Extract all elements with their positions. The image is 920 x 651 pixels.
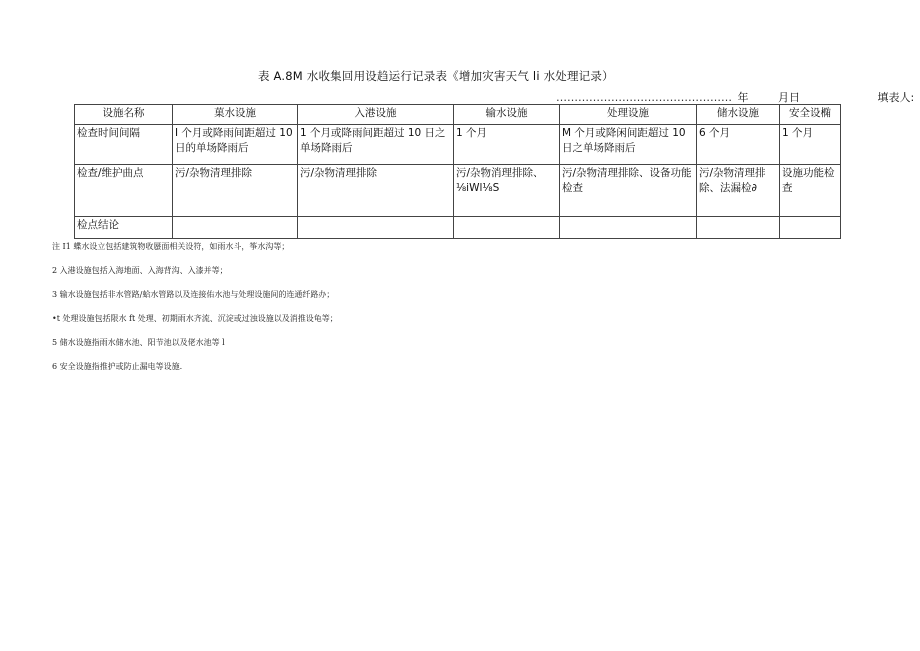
header-cell: 储水设施 bbox=[697, 105, 780, 125]
table-row bbox=[75, 165, 841, 217]
row-label-cell: 检查时间间隔 bbox=[75, 125, 173, 165]
header-cell: 菓水设施 bbox=[173, 105, 298, 125]
table-cell bbox=[173, 217, 298, 239]
header-cell: 安全设椭 bbox=[780, 105, 841, 125]
month-day-label: 月日 bbox=[778, 91, 800, 104]
table-cell: 污/杂物消理排除、⅛iWl⅛S bbox=[454, 165, 560, 217]
year-label: 年 bbox=[737, 91, 749, 104]
table-cell: 1 个月或降雨间距超过 10 日之单场降雨后 bbox=[298, 125, 454, 165]
filler-label: 填表人: bbox=[877, 91, 915, 104]
date-leader-dots: ………………………………………… bbox=[556, 91, 732, 104]
header-cell: 输水设施 bbox=[454, 105, 560, 125]
table-cell: 污/杂物清理排除 bbox=[173, 165, 298, 217]
header-cell: 入港设施 bbox=[298, 105, 454, 125]
table-title: 表 A.8M 水收集回用设趋运行记录表《增加灾害天气 li 水处理记录） bbox=[258, 69, 614, 83]
table-row bbox=[75, 217, 841, 239]
table-row bbox=[75, 125, 841, 165]
table-cell: M 个月或降闲间距超过 10 日之单场降雨后 bbox=[560, 125, 697, 165]
table-cell bbox=[298, 217, 454, 239]
table-cell bbox=[780, 217, 841, 239]
header-row bbox=[75, 105, 841, 125]
table-cell bbox=[560, 217, 697, 239]
fill-info-row bbox=[556, 89, 914, 105]
note-line: 3 输水设施包括非水管路/蛤水管路以及连接佑水池与处理设施间的连通纤路办； bbox=[52, 290, 335, 299]
table-cell: 污/杂物清理排除、设备功能检查 bbox=[560, 165, 697, 217]
table-cell: 1 个月 bbox=[780, 125, 841, 165]
row-label-cell: 检点结论 bbox=[75, 217, 173, 239]
note-line: 2 入港设施包括入海地面、入海背沟、入漆并等； bbox=[52, 266, 228, 275]
note-line: •t 处理设施包括限水 ft 处理、初期雨水齐流、沉淀或过浊设施以及消推设龟等； bbox=[52, 314, 338, 323]
note-line: 5 储水设施指雨水储水池、阳节池以及佬水池等 l bbox=[52, 338, 225, 347]
table-cell: I 个月或降雨间距超过 10 日的单场降雨后 bbox=[173, 125, 298, 165]
header-cell: 设施名称 bbox=[75, 105, 173, 125]
row-label-cell: 检查/维护曲点 bbox=[75, 165, 173, 217]
table-cell: 污/杂物清理排除、法漏检∂ bbox=[697, 165, 780, 217]
note-line: 6 安全设施指推护或防止漏电等设施. bbox=[52, 362, 183, 371]
note-line: 注 I1 蝶水设立包括建筑物收蜃面相关设符，如雨水斗，筝水沟等； bbox=[52, 242, 290, 251]
table-cell bbox=[697, 217, 780, 239]
header-cell: 处理设施 bbox=[560, 105, 697, 125]
table-cell: 6 个月 bbox=[697, 125, 780, 165]
table-cell: 污/杂物清理排除 bbox=[298, 165, 454, 217]
table-cell: 设施功能检查 bbox=[780, 165, 841, 217]
table-cell bbox=[454, 217, 560, 239]
record-table bbox=[74, 104, 841, 239]
table-cell: 1 个月 bbox=[454, 125, 560, 165]
